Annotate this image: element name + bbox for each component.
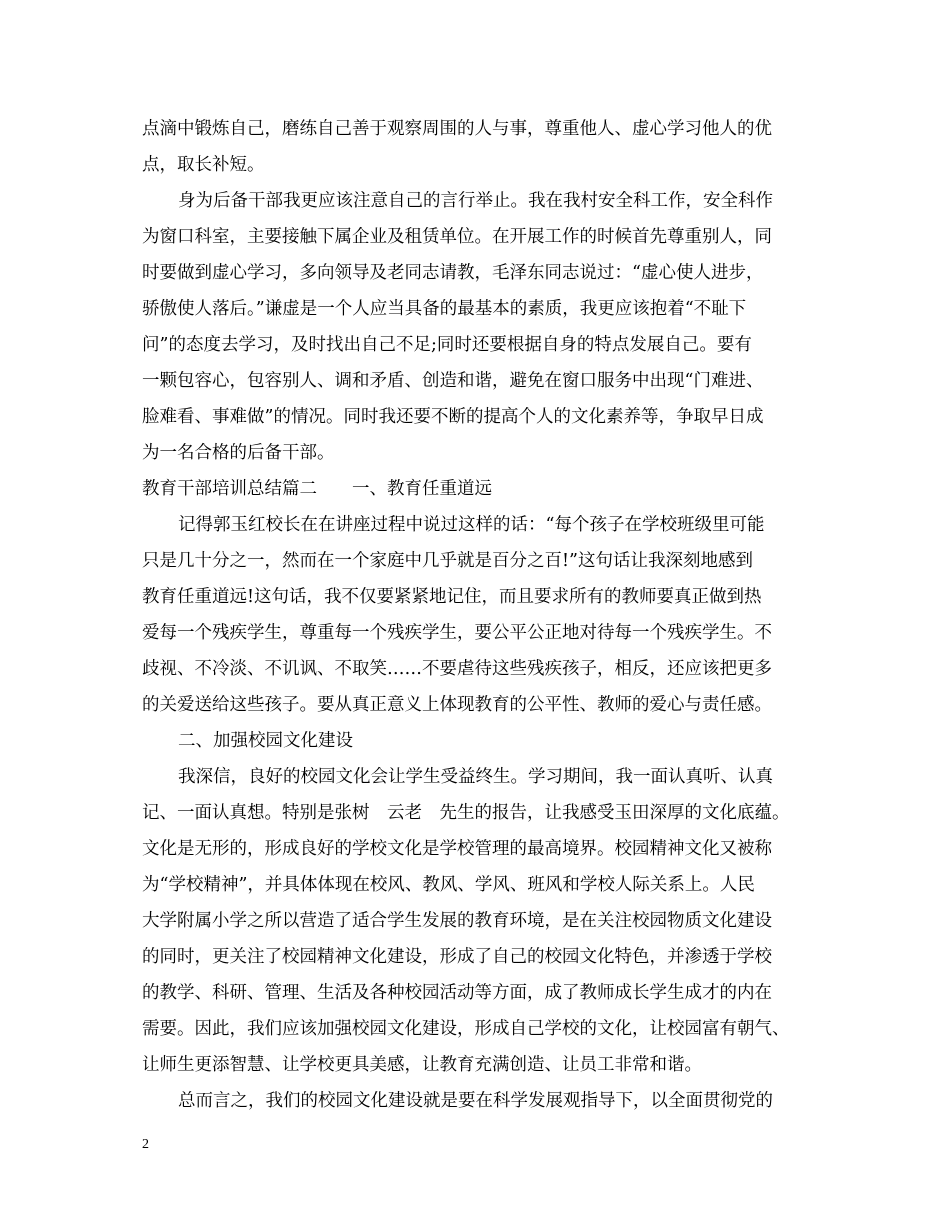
text-line: 一颗包容心，包容别人、调和矛盾、创造和谐，避免在窗口服务中出现“门难进、 <box>142 371 764 391</box>
text-line: 歧视、不冷淡、不讥讽、不取笑……不要虐待这些残疾孩子，相反，还应该把更多 <box>142 659 772 679</box>
subsection-heading: 二、加强校园文化建设 <box>178 731 353 751</box>
paragraph-first-line: 身为后备干部我更应该注意自己的言行举止。我在我村安全科工作，安全科作 <box>178 191 773 211</box>
text-line: 为“学校精神”，并具体体现在校风、教风、学风、班风和学校人际关系上。人民 <box>142 875 755 895</box>
text-line: 记、一面认真想。特别是张树 云老 先生的报告，让我感受玉田深厚的文化底蕴。 <box>142 803 790 823</box>
text-line: 让师生更添智慧、让学校更具美感，让教育充满创造、让员工非常和谐。 <box>142 1055 702 1075</box>
text-line: 为窗口科室，主要接触下属企业及租赁单位。在开展工作的时候首先尊重别人，同 <box>142 227 772 247</box>
text-line: 点，取长补短。 <box>142 155 265 175</box>
text-line: 的教学、科研、管理、生活及各种校园活动等方面，成了教师成长学生成才的内在 <box>142 983 772 1003</box>
text-line: 点滴中锻炼自己，磨练自己善于观察周围的人与事，尊重他人、虚心学习他人的优 <box>142 119 772 139</box>
paragraph-first-line: 我深信，良好的校园文化会让学生受益终生。学习期间，我一面认真听、认真 <box>178 767 773 787</box>
text-line: 只是几十分之一，然而在一个家庭中几乎就是百分之百!”这句话让我深刻地感到 <box>142 551 753 571</box>
text-line: 爱每一个残疾学生，尊重每一个残疾学生，要公平公正地对待每一个残疾学生。不 <box>142 623 772 643</box>
section-heading: 教育干部培训总结篇二 一、教育任重道远 <box>142 479 492 499</box>
text-line: 为一名合格的后备干部。 <box>142 443 335 463</box>
text-line: 需要。因此，我们应该加强校园文化建设，形成自己学校的文化，让校园富有朝气、 <box>142 1019 790 1039</box>
text-line: 文化是无形的，形成良好的学校文化是学校管理的最高境界。校园精神文化又被称 <box>142 839 772 859</box>
paragraph-first-line: 记得郭玉红校长在在讲座过程中说过这样的话：“每个孩子在学校班级里可能 <box>178 515 765 535</box>
text-line: 大学附属小学之所以营造了适合学生发展的教育环境，是在关注校园物质文化建设 <box>142 911 772 931</box>
text-line: 教育任重道远!这句话，我不仅要紧紧地记住，而且要求所有的教师要真正做到热 <box>142 587 762 607</box>
paragraph-first-line: 总而言之，我们的校园文化建设就是要在科学发展观指导下，以全面贯彻党的 <box>178 1091 773 1111</box>
text-line: 的同时，更关注了校园精神文化建设，形成了自己的校园文化特色，并渗透于学校 <box>142 947 772 967</box>
text-line: 脸难看、事难做”的情况。同时我还要不断的提高个人的文化素养等，争取早日成 <box>142 407 764 427</box>
text-line: 骄傲使人落后。”谦虚是一个人应当具备的最基本的素质，我更应该抱着“不耻下 <box>142 299 747 319</box>
page-number: 2 <box>142 1137 149 1152</box>
text-line: 时要做到虚心学习，多向领导及老同志请教，毛泽东同志说过：“虚心使人进步， <box>142 263 764 283</box>
text-line: 问”的态度去学习，及时找出自己不足;同时还要根据自身的特点发展自己。要有 <box>142 335 752 355</box>
text-line: 的关爱送给这些孩子。要从真正意义上体现教育的公平性、教师的爱心与责任感。 <box>142 695 772 715</box>
